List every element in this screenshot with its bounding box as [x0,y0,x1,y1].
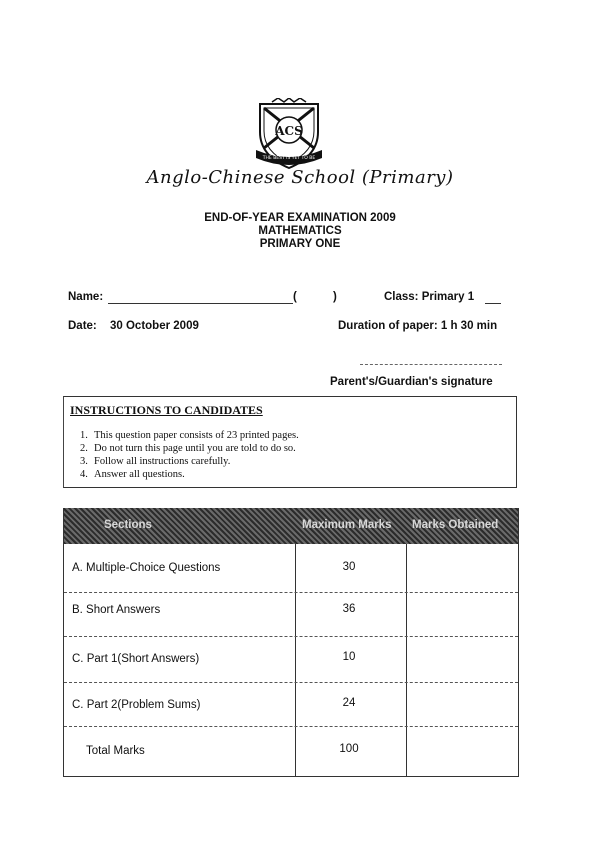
exam-subject: MATHEMATICS [258,225,342,237]
instructions-list [80,429,299,481]
total-marks-obtained-cell[interactable] [407,728,517,775]
exam-title-block [0,212,600,251]
row-divider [64,726,518,727]
row-max-marks: 30 [342,561,356,573]
row-max-marks: 36 [342,603,356,615]
header-marks-obtained: Marks Obtained [412,519,499,531]
row-divider [64,682,518,683]
marks-obtained-cell[interactable] [407,638,517,684]
list-item: 1. This question paper consists of 23 printed pages. [80,430,299,441]
list-item: 3. Follow all instructions carefully. [80,456,231,467]
row-divider [64,636,518,637]
table-row: A. Multiple-Choice Questions [72,562,221,574]
list-item: 4. Answer all questions. [80,469,185,480]
row-divider [64,592,518,593]
crest-motto: THE BEST IS YET TO BE [262,156,316,161]
table-row: B. Short Answers [72,604,161,616]
name-input[interactable] [108,303,293,304]
header-sections: Sections [104,519,152,531]
total-max-marks: 100 [339,743,359,755]
signature-line[interactable] [360,364,502,365]
row-max-marks: 24 [342,697,356,709]
marks-table [63,508,519,777]
row-max-marks: 10 [342,651,356,663]
class-label: Class: Primary 1 [384,291,475,303]
duration-label: Duration of paper: 1 h 30 min [338,320,498,332]
date-value: 30 October 2009 [110,320,199,332]
marks-obtained-cell[interactable] [407,594,517,638]
date-label: Date: [68,320,97,332]
marks-obtained-cell[interactable] [407,544,517,594]
table-row: C. Part 2(Problem Sums) [72,699,201,711]
marks-obtained-cell[interactable] [407,684,517,728]
table-header [64,508,518,544]
school-name: Anglo-Chinese School (Primary) [146,167,454,188]
school-crest [252,98,326,172]
table-row: C. Part 1(Short Answers) [72,653,200,665]
instructions-title: INSTRUCTIONS TO CANDIDATES [70,403,263,417]
register-number-open: ( [293,291,297,303]
column-divider [295,544,296,776]
crest-initials: ACS [275,124,303,138]
total-marks-label: Total Marks [86,745,145,757]
exam-title: END-OF-YEAR EXAMINATION 2009 [204,212,396,224]
instructions-box [63,396,517,488]
signature-label: Parent's/Guardian's signature [330,376,493,388]
class-input[interactable] [485,303,501,304]
exam-level: PRIMARY ONE [259,238,341,250]
header-maximum-marks: Maximum Marks [302,519,392,531]
register-number-close: ) [333,291,337,303]
list-item: 2. Do not turn this page until you are told to do so. [80,443,296,454]
name-label: Name: [68,291,104,303]
